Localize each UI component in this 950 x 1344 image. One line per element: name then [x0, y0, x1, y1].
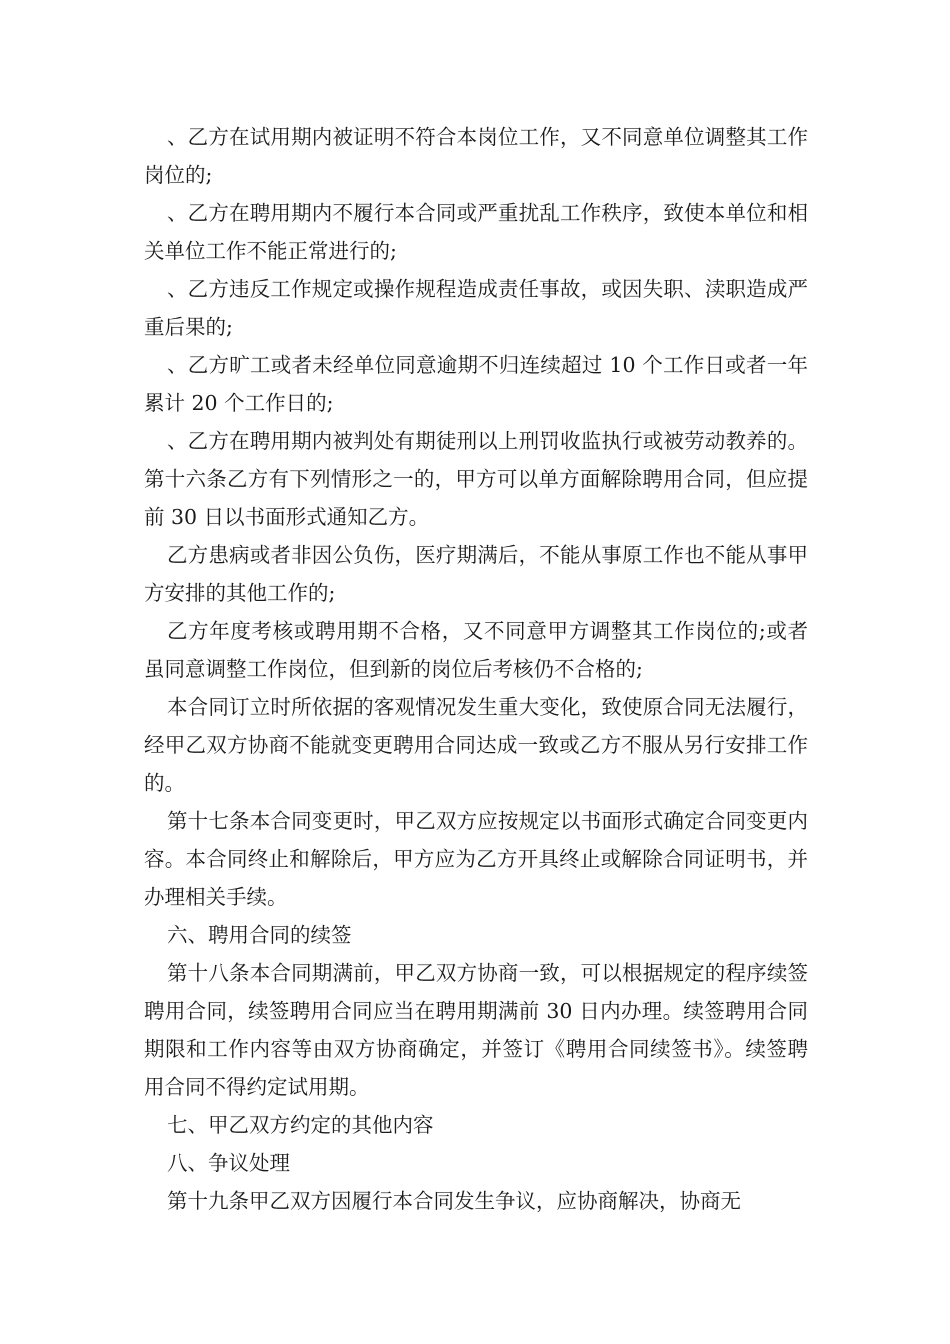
paragraph-clause-absence: 、乙方旷工或者未经单位同意逾期不归连续超过 10 个工作日或者一年累计 20 个工作日的; — [144, 353, 808, 415]
document-page — [144, 118, 808, 1220]
paragraph-clause-illness: 乙方患病或者非因公负伤，医疗期满后，不能从事原工作也不能从事甲方安排的其他工作的; — [144, 543, 808, 605]
paragraph-clause-circumstances: 本合同订立时所依据的客观情况发生重大变化，致使原合同无法履行，经甲乙双方协商不能就变更聘用合同达成一致或乙方不服从另行安排工作的。 — [144, 695, 808, 795]
paragraph-article-17: 第十七条本合同变更时，甲乙双方应按规定以书面形式确定合同变更内容。本合同终止和解除后，甲方应为乙方开具终止或解除合同证明书，并办理相关手续。 — [144, 809, 808, 909]
section-heading-disputes: 八、争议处理 — [167, 1151, 290, 1175]
paragraph-clause-trial-period: 、乙方在试用期内被证明不符合本岗位工作，又不同意单位调整其工作岗位的; — [144, 125, 808, 187]
section-heading-renewal: 六、聘用合同的续签 — [167, 923, 352, 947]
paragraph-clause-assessment: 乙方年度考核或聘用期不合格，又不同意甲方调整其工作岗位的;或者虽同意调整工作岗位，但到新的岗位后考核仍不合格的; — [144, 619, 808, 681]
paragraph-clause-breach: 、乙方在聘用期内不履行本合同或严重扰乱工作秩序，致使本单位和相关单位工作不能正常进行的; — [144, 201, 808, 263]
paragraph-article-18: 第十八条本合同期满前，甲乙双方协商一致，可以根据规定的程序续签聘用合同，续签聘用合同应当在聘用期满前 30 日内办理。续签聘用合同期限和工作内容等由双方协商确定，并签订《聘用合同续签书》。续签聘用合同不得约定试用期。 — [144, 961, 808, 1099]
paragraph-article-19: 第十九条甲乙双方因履行本合同发生争议，应协商解决，协商无 — [167, 1189, 741, 1213]
section-heading-other-terms: 七、甲乙双方约定的其他内容 — [167, 1113, 434, 1137]
paragraph-clause-sentence: 、乙方在聘用期内被判处有期徒刑以上刑罚收监执行或被劳动教养的。第十六条乙方有下列情形之一的，甲方可以单方面解除聘用合同，但应提前 30 日以书面形式通知乙方。 — [144, 429, 808, 529]
paragraph-clause-violation: 、乙方违反工作规定或操作规程造成责任事故，或因失职、渎职造成严重后果的; — [144, 277, 808, 339]
